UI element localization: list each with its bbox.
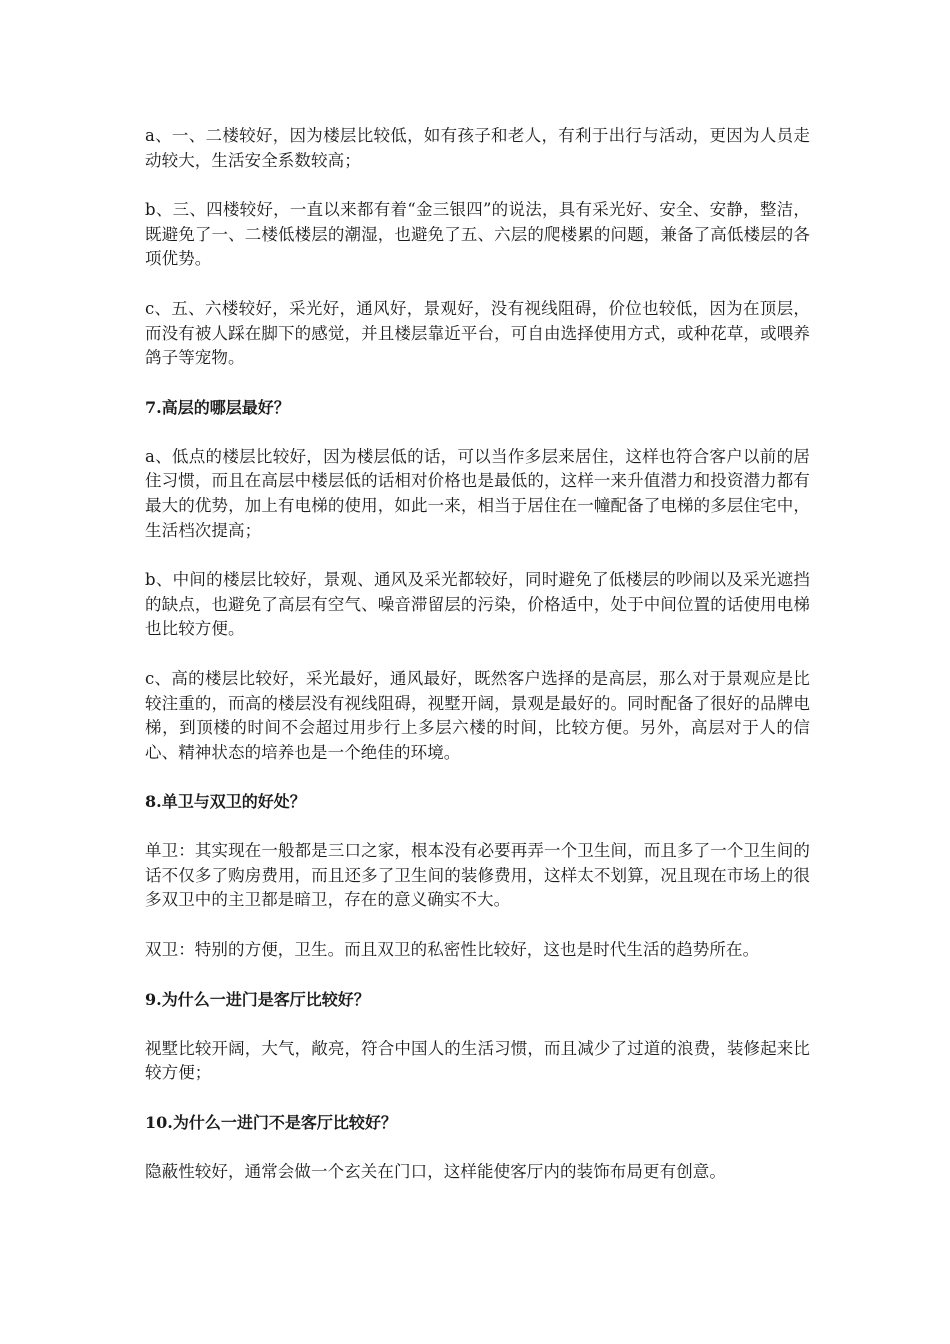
paragraph-q7-middle: b、中间的楼层比较好，景观、通风及采光都较好，同时避免了低楼层的吵闹以及采光遮挡的缺点，也避免了高层有空气、噪音滞留层的污染，价格适中，处于中间位置的话使用电梯也比较方便。 bbox=[145, 570, 810, 639]
paragraph-floor-5-6: c、五、六楼较好，采光好，通风好，景观好，没有视线阻碍，价位也较低，因为在顶层，而没有被人踩在脚下的感觉，并且楼层靠近平台，可自由选择使用方式，或种花草，或喂养鸽子等宠物。 bbox=[145, 298, 810, 368]
paragraph-q8-single: 单卫：其实现在一般都是三口之家，根本没有必要再弄一个卫生间，而且多了一个卫生间的话不仅多了购房费用，而且还多了卫生间的装修费用，这样太不划算，况且现在市场上的很多双卫中的主卫都是暗卫，存在的意义确实不大。 bbox=[145, 841, 810, 910]
paragraph-q10: 隐蔽性较好，通常会做一个玄关在门口，这样能使客厅内的装饰布局更有创意。 bbox=[145, 1161, 726, 1181]
paragraph-q7-high: c、高的楼层比较好，采光最好，通风最好，既然客户选择的是高层，那么对于景观应是比较注重的，而高的楼层没有视线阻碍，视墅开阔，景观是最好的。同时配备了很好的品牌电梯，到顶楼的时间不会超过用步行上多层六楼的时间，比较方便。另外，高层对于人的信心、精神状态的培养也是一个绝佳的环境。 bbox=[145, 668, 810, 762]
paragraph-floor-3-4: b、三、四楼较好，一直以来都有着“金三银四”的说法，具有采光好、安全、安静，整洁，既避免了一、二楼低楼层的潮湿，也避免了五、六层的爬楼累的问题，兼备了高低楼层的各项优势。 bbox=[145, 200, 810, 269]
paragraph-q8-double: 双卫：特别的方便，卫生。而且双卫的私密性比较好，这也是时代生活的趋势所在。 bbox=[145, 940, 760, 960]
heading-q8: 8.单卫与双卫的好处？ bbox=[145, 792, 306, 812]
paragraph-q7-low: a、低点的楼层比较好，因为楼层低的话，可以当作多层来居住，这样也符合客户以前的居住习惯，而且在高层中楼层低的话相对价格也是最低的，这样一来升值潜力和投资潜力都有最大的优势，加上有电梯的使用，如此一来，相当于居住在一幢配备了电梯的多层住宅中，生活档次提高； bbox=[145, 446, 810, 540]
heading-q7: 7.高层的哪层最好？ bbox=[145, 397, 290, 417]
paragraph-q9: 视墅比较开阔，大气，敞亮，符合中国人的生活习惯，而且减少了过道的浪费，装修起来比较方便； bbox=[145, 1038, 810, 1083]
paragraph-floor-1-2: a、一、二楼较好，因为楼层比较低，如有孩子和老人，有利于出行与活动，更因为人员走动较大，生活安全系数较高； bbox=[145, 126, 810, 170]
heading-q9: 9.为什么一进门是客厅比较好？ bbox=[145, 989, 370, 1009]
heading-q10: 10.为什么一进门不是客厅比较好？ bbox=[145, 1112, 397, 1132]
document-page bbox=[145, 124, 810, 1209]
